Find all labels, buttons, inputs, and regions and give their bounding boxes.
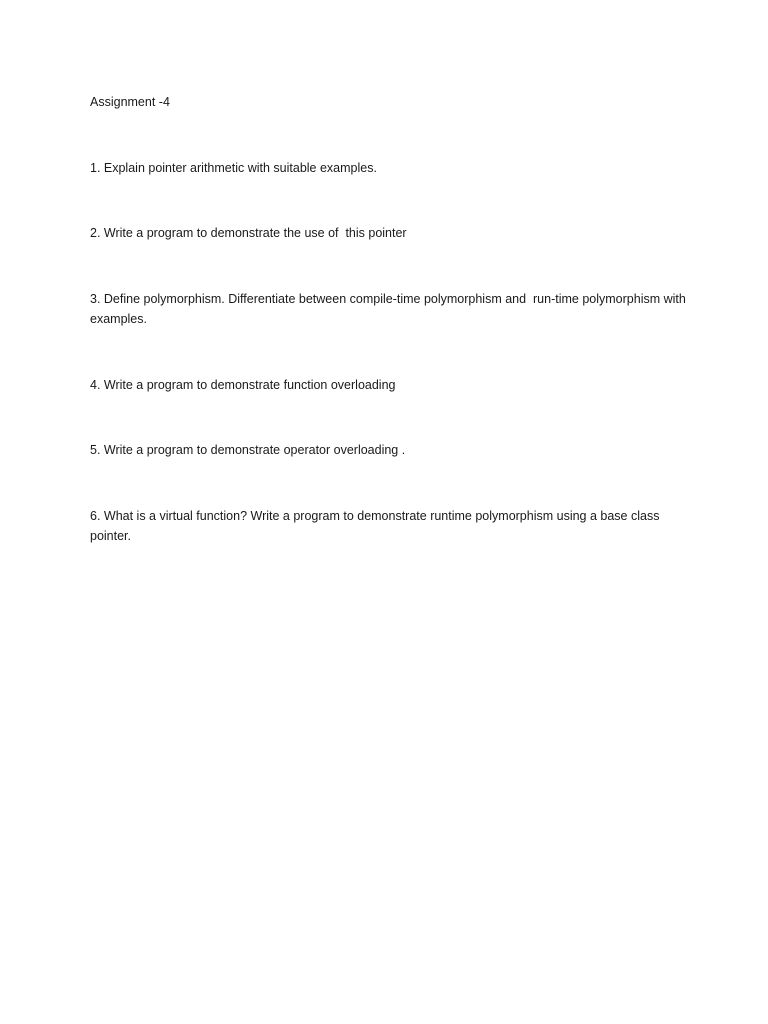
document-title: Assignment -4 <box>90 95 170 109</box>
question-4: 4. Write a program to demonstrate function overloading <box>90 378 396 392</box>
question-3: 3. Define polymorphism. Differentiate between compile-time polymorphism and run-time polymorphism with examples. <box>90 292 690 326</box>
question-6: 6. What is a virtual function? Write a program to demonstrate runtime polymorphism using a base class pointer. <box>90 509 663 543</box>
question-5: 5. Write a program to demonstrate operator overloading . <box>90 443 406 457</box>
question-2: 2. Write a program to demonstrate the use of this pointer <box>90 226 407 240</box>
question-1: 1. Explain pointer arithmetic with suitable examples. <box>90 161 377 175</box>
